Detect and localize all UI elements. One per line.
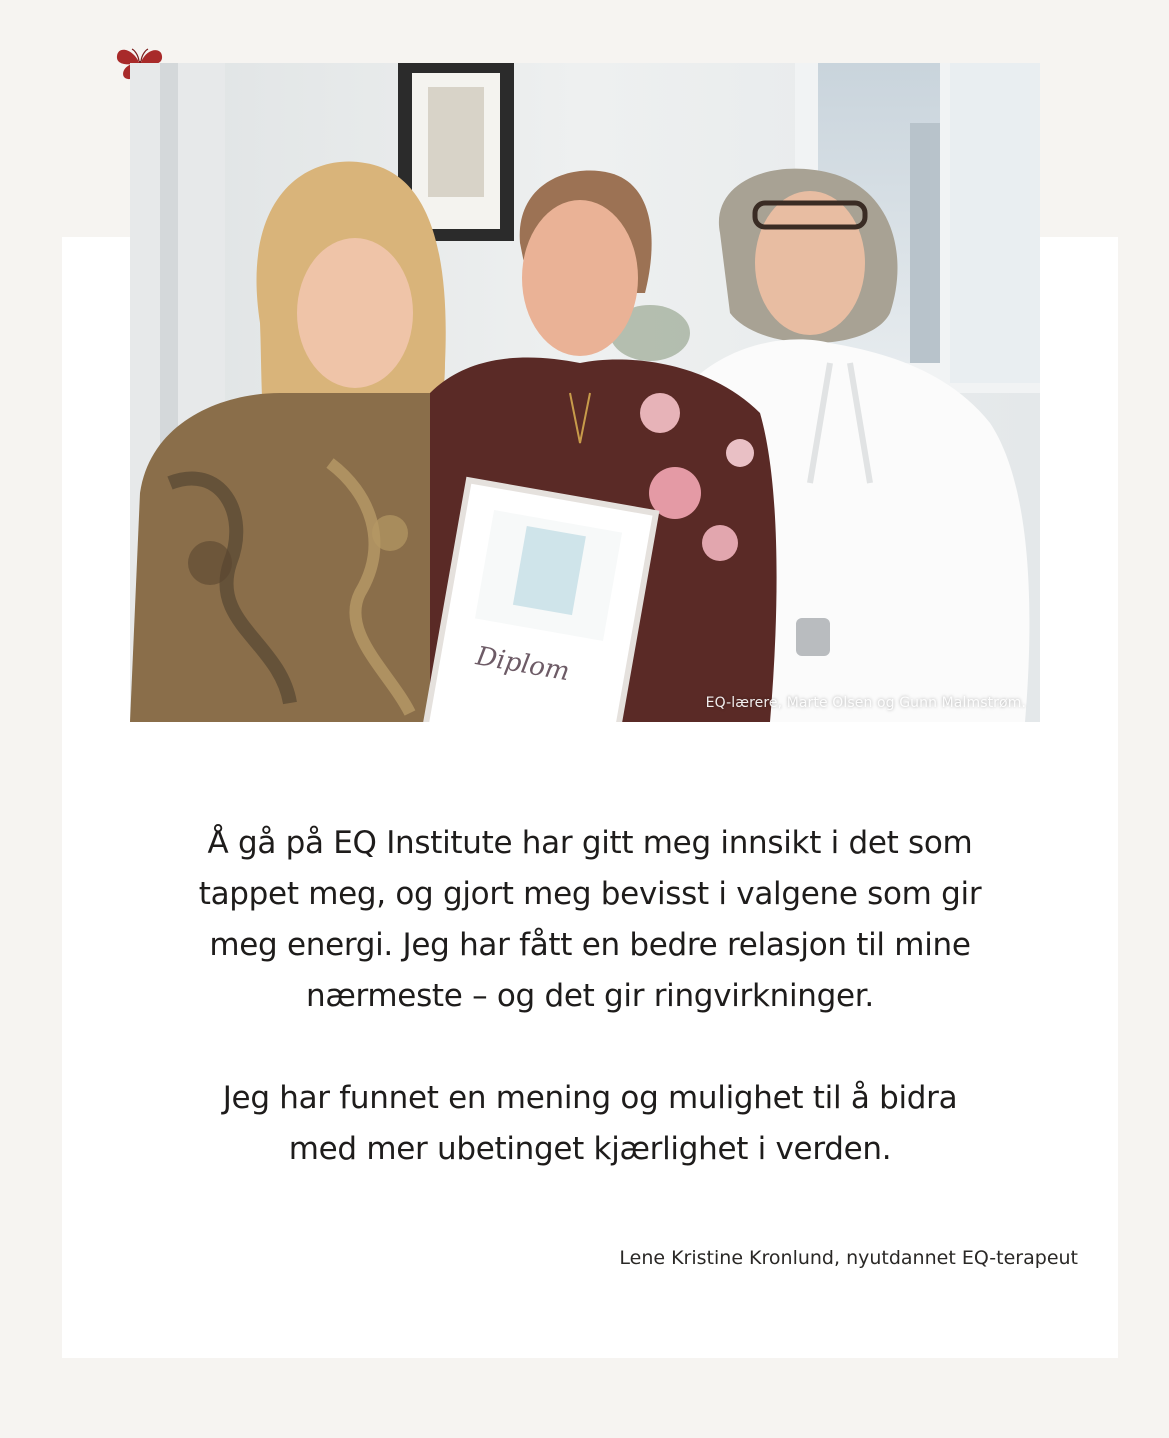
quote-line: tappet meg, og gjort meg bevisst i valgene som gir: [198, 876, 982, 912]
attribution: Lene Kristine Kronlund, nyutdannet EQ-terapeut: [619, 1247, 1078, 1269]
graduation-photo: [130, 63, 1040, 722]
photo-caption: EQ-lærere, Marte Olsen og Gunn Malmstrøm.: [705, 695, 1026, 711]
quote-line: meg energi. Jeg har fått en bedre relasjon til mine: [209, 927, 971, 963]
quote-line: Å gå på EQ Institute har gitt meg innsikt i det som: [207, 825, 973, 861]
quote-line: nærmeste – og det gir ringvirkninger.: [306, 978, 874, 1014]
diploma-text: Diplom: [473, 641, 572, 688]
photo-illustration: [130, 63, 1040, 722]
quote-paragraph-1: [100, 818, 1080, 1022]
quote-paragraph-2: [100, 1073, 1080, 1175]
quote-line: Jeg har funnet en mening og mulighet til å bidra: [222, 1080, 958, 1116]
quote-line: med mer ubetinget kjærlighet i verden.: [288, 1131, 892, 1167]
